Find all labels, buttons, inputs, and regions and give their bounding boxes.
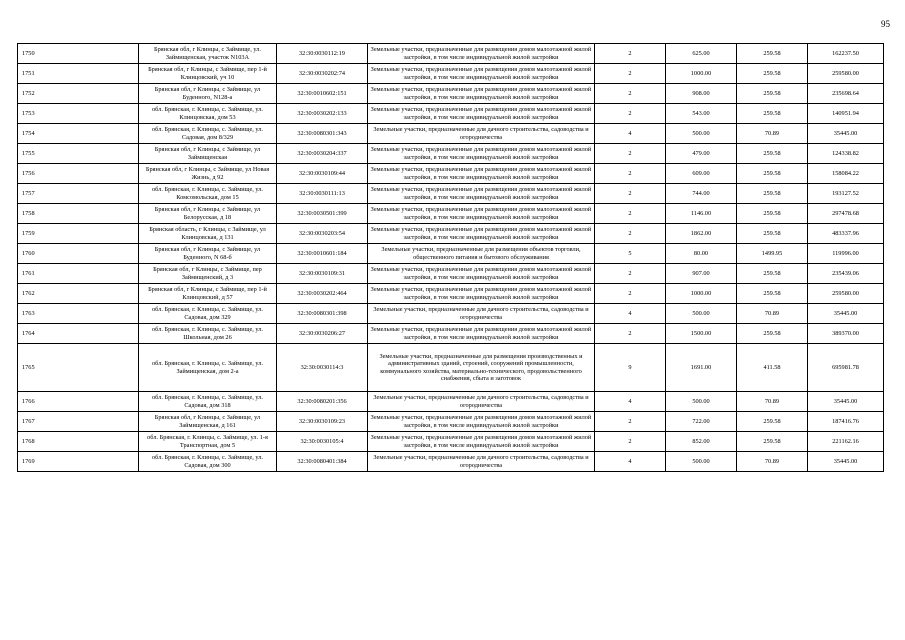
- area-cell: 479.00: [666, 144, 737, 164]
- cadastral-value-cell: 35445.00: [808, 392, 884, 412]
- table-row: [18, 244, 884, 264]
- land-use-purpose-cell: Земельные участки, предназначенные для размещения домов малоэтажной жилой застройки, в том числе индивидуальной жилой застройки: [368, 164, 595, 184]
- use-group-cell: 2: [595, 144, 666, 164]
- use-group-cell: 2: [595, 84, 666, 104]
- specific-value-cell: 259.58: [737, 204, 808, 224]
- land-use-purpose-cell: Земельные участки, предназначенные для размещения домов малоэтажной жилой застройки, в том числе индивидуальной жилой застройки: [368, 324, 595, 344]
- table-row: [18, 184, 884, 204]
- specific-value-cell: 70.89: [737, 124, 808, 144]
- land-use-purpose-cell: Земельные участки, предназначенные для размещения домов малоэтажной жилой застройки, в том числе индивидуальной жилой застройки: [368, 64, 595, 84]
- land-use-purpose-cell: Земельные участки, предназначенные для размещения домов малоэтажной жилой застройки, в том числе индивидуальной жилой застройки: [368, 224, 595, 244]
- land-use-purpose-cell: Земельные участки, предназначенные для размещения домов малоэтажной жилой застройки, в том числе индивидуальной жилой застройки: [368, 284, 595, 304]
- cadastral-value-cell: 35445.00: [808, 304, 884, 324]
- cadastral-value-cell: 158084.22: [808, 164, 884, 184]
- row-number-cell: 1762: [18, 284, 139, 304]
- land-use-purpose-cell: Земельные участки, предназначенные для размещения домов малоэтажной жилой застройки, в том числе индивидуальной жилой застройки: [368, 184, 595, 204]
- table-row: [18, 432, 884, 452]
- row-number-cell: 1754: [18, 124, 139, 144]
- address-cell: обл. Брянская, г. Клинцы, с. Займище, ул. Школьная, дом 26: [139, 324, 277, 344]
- cadastral-number-cell: 32:30:0080201:356: [277, 392, 368, 412]
- specific-value-cell: 259.58: [737, 412, 808, 432]
- land-use-purpose-cell: Земельные участки, предназначенные для дачного строительства, садоводства и огородничества: [368, 304, 595, 324]
- area-cell: 500.00: [666, 452, 737, 472]
- use-group-cell: 2: [595, 284, 666, 304]
- area-cell: 80.00: [666, 244, 737, 264]
- cadastral-value-cell: 187416.76: [808, 412, 884, 432]
- address-cell: обл. Брянская, г. Клинцы, с. Займище, ул. Садовая, дом 318: [139, 392, 277, 412]
- cadastral-value-cell: 35445.00: [808, 124, 884, 144]
- cadastral-number-cell: 32:30:0010602:151: [277, 84, 368, 104]
- row-number-cell: 1763: [18, 304, 139, 324]
- area-cell: 907.00: [666, 264, 737, 284]
- table-row: [18, 452, 884, 472]
- area-cell: 609.00: [666, 164, 737, 184]
- land-use-purpose-cell: Земельные участки, предназначенные для размещения домов малоэтажной жилой застройки, в том числе индивидуальной жилой застройки: [368, 144, 595, 164]
- specific-value-cell: 259.58: [737, 84, 808, 104]
- table-row: [18, 124, 884, 144]
- address-cell: обл. Брянская, г. Клинцы, с. Займище, ул. Клинцовская, дом 53: [139, 104, 277, 124]
- specific-value-cell: 70.89: [737, 392, 808, 412]
- page-number: 95: [881, 19, 890, 29]
- cadastral-value-cell: 140951.94: [808, 104, 884, 124]
- cadastral-number-cell: 32:30:0030109:44: [277, 164, 368, 184]
- row-number-cell: 1752: [18, 84, 139, 104]
- table-row: [18, 164, 884, 184]
- row-number-cell: 1755: [18, 144, 139, 164]
- use-group-cell: 2: [595, 412, 666, 432]
- cadastral-number-cell: 32:30:0030105:4: [277, 432, 368, 452]
- land-use-purpose-cell: Земельные участки, предназначенные для размещения домов малоэтажной жилой застройки, в том числе индивидуальной жилой застройки: [368, 264, 595, 284]
- use-group-cell: 9: [595, 344, 666, 392]
- cadastral-value-cell: 235698.64: [808, 84, 884, 104]
- area-cell: 1500.00: [666, 324, 737, 344]
- area-cell: 500.00: [666, 304, 737, 324]
- use-group-cell: 2: [595, 264, 666, 284]
- cadastral-value-cell: 259580.00: [808, 284, 884, 304]
- row-number-cell: 1759: [18, 224, 139, 244]
- specific-value-cell: 70.89: [737, 304, 808, 324]
- cadastral-number-cell: 32:30:0030203:54: [277, 224, 368, 244]
- land-use-purpose-cell: Земельные участки, предназначенные для размещения домов малоэтажной жилой застройки, в том числе индивидуальной жилой застройки: [368, 44, 595, 64]
- specific-value-cell: 1499.95: [737, 244, 808, 264]
- use-group-cell: 4: [595, 304, 666, 324]
- address-cell: Брянская обл, г Клинцы, с Займище, пер Займищенский, д 3: [139, 264, 277, 284]
- table-row: [18, 324, 884, 344]
- cadastral-value-cell: 221162.16: [808, 432, 884, 452]
- area-cell: 1691.00: [666, 344, 737, 392]
- land-use-purpose-cell: Земельные участки, предназначенные для дачного строительства, садоводства и огородничества: [368, 452, 595, 472]
- row-number-cell: 1750: [18, 44, 139, 64]
- cadastral-number-cell: 32:30:0030114:3: [277, 344, 368, 392]
- cadastral-number-cell: 32:30:0030204:337: [277, 144, 368, 164]
- row-number-cell: 1766: [18, 392, 139, 412]
- cadastral-value-cell: 124338.82: [808, 144, 884, 164]
- cadastral-number-cell: 32:30:0030202:133: [277, 104, 368, 124]
- address-cell: Брянская обл, г Клинцы, с Займище, ул Займищенская: [139, 144, 277, 164]
- use-group-cell: 2: [595, 224, 666, 244]
- area-cell: 543.00: [666, 104, 737, 124]
- cadastral-number-cell: 32:30:0030109:31: [277, 264, 368, 284]
- specific-value-cell: 259.58: [737, 44, 808, 64]
- row-number-cell: 1764: [18, 324, 139, 344]
- area-cell: 1000.00: [666, 284, 737, 304]
- area-cell: 908.00: [666, 84, 737, 104]
- area-cell: 625.00: [666, 44, 737, 64]
- cadastral-value-cell: 119996.00: [808, 244, 884, 264]
- cadastral-number-cell: 32:30:0030109:23: [277, 412, 368, 432]
- use-group-cell: 2: [595, 64, 666, 84]
- area-cell: 852.00: [666, 432, 737, 452]
- specific-value-cell: 259.58: [737, 264, 808, 284]
- land-registry-table: [17, 43, 884, 472]
- table-row: [18, 264, 884, 284]
- specific-value-cell: 259.58: [737, 164, 808, 184]
- specific-value-cell: 259.58: [737, 432, 808, 452]
- use-group-cell: 4: [595, 124, 666, 144]
- cadastral-number-cell: 32:30:0030202:74: [277, 64, 368, 84]
- cadastral-number-cell: 32:30:0030202:464: [277, 284, 368, 304]
- cadastral-number-cell: 32:30:0080401:384: [277, 452, 368, 472]
- row-number-cell: 1767: [18, 412, 139, 432]
- table-row: [18, 304, 884, 324]
- cadastral-number-cell: 32:30:0030501:399: [277, 204, 368, 224]
- land-use-purpose-cell: Земельные участки, предназначенные для размещения домов малоэтажной жилой застройки, в том числе индивидуальной жилой застройки: [368, 432, 595, 452]
- row-number-cell: 1758: [18, 204, 139, 224]
- address-cell: обл. Брянская, г. Клинцы, с. Займище, ул. Займищенская, дом 2-а: [139, 344, 277, 392]
- area-cell: 500.00: [666, 392, 737, 412]
- address-cell: Брянская обл, г Клинцы, с Займище, ул Буденного, N128-а: [139, 84, 277, 104]
- address-cell: Брянская обл, г Клинцы, с Займище, пер 1-й Клинцовский, уч 10: [139, 64, 277, 84]
- table-row: [18, 44, 884, 64]
- cadastral-value-cell: 297478.68: [808, 204, 884, 224]
- cadastral-value-cell: 389370.00: [808, 324, 884, 344]
- cadastral-number-cell: 32:30:0030206:27: [277, 324, 368, 344]
- table-row: [18, 104, 884, 124]
- table-row: [18, 224, 884, 244]
- address-cell: обл. Брянская, г. Клинцы, с. Займище, ул. Комсомольская, дом 15: [139, 184, 277, 204]
- address-cell: Брянская обл, г Клинцы, с Займище, пер 1-й Клинцовский, д 57: [139, 284, 277, 304]
- table-row: [18, 144, 884, 164]
- cadastral-number-cell: 32:30:0030112:19: [277, 44, 368, 64]
- table-row: [18, 204, 884, 224]
- area-cell: 1146.00: [666, 204, 737, 224]
- use-group-cell: 4: [595, 392, 666, 412]
- cadastral-value-cell: 259580.00: [808, 64, 884, 84]
- use-group-cell: 2: [595, 324, 666, 344]
- use-group-cell: 4: [595, 452, 666, 472]
- address-cell: Брянская обл, г Клинцы, с Займище, ул. Займищенская, участок N103А: [139, 44, 277, 64]
- address-cell: Брянская обл, г Клинцы, с Займище, ул Буденного, N 68-б: [139, 244, 277, 264]
- table-row: [18, 64, 884, 84]
- cadastral-number-cell: 32:30:0080301:343: [277, 124, 368, 144]
- use-group-cell: 2: [595, 164, 666, 184]
- cadastral-number-cell: 32:30:0030111:13: [277, 184, 368, 204]
- table-row: [18, 284, 884, 304]
- cadastral-value-cell: 162237.50: [808, 44, 884, 64]
- cadastral-value-cell: 35445.00: [808, 452, 884, 472]
- address-cell: Брянская обл, г Клинцы, с Займище, ул Займищенская, д 161: [139, 412, 277, 432]
- row-number-cell: 1761: [18, 264, 139, 284]
- use-group-cell: 5: [595, 244, 666, 264]
- row-number-cell: 1769: [18, 452, 139, 472]
- specific-value-cell: 259.58: [737, 284, 808, 304]
- cadastral-value-cell: 235439.06: [808, 264, 884, 284]
- area-cell: 500.00: [666, 124, 737, 144]
- use-group-cell: 2: [595, 204, 666, 224]
- row-number-cell: 1768: [18, 432, 139, 452]
- specific-value-cell: 411.58: [737, 344, 808, 392]
- table-row: [18, 84, 884, 104]
- land-use-purpose-cell: Земельные участки, предназначенные для размещения объектов торговли, общественного питания и бытового обслуживания: [368, 244, 595, 264]
- specific-value-cell: 259.58: [737, 144, 808, 164]
- cadastral-value-cell: 193127.52: [808, 184, 884, 204]
- use-group-cell: 2: [595, 184, 666, 204]
- row-number-cell: 1753: [18, 104, 139, 124]
- land-use-purpose-cell: Земельные участки, предназначенные для дачного строительства, садоводства и огородничества: [368, 124, 595, 144]
- table-body: [18, 44, 884, 472]
- address-cell: Брянская область, г Клинцы, с Займище, ул Клинцовская, д 131: [139, 224, 277, 244]
- table-row: [18, 392, 884, 412]
- specific-value-cell: 259.58: [737, 224, 808, 244]
- area-cell: 1862.00: [666, 224, 737, 244]
- land-use-purpose-cell: Земельные участки, предназначенные для размещения производственных и административных зданий, строений, сооружений промышленности, коммунального хозяйства, материально-технического, продовольственного снабжения, сбыта и заготовок: [368, 344, 595, 392]
- land-use-purpose-cell: Земельные участки, предназначенные для размещения домов малоэтажной жилой застройки, в том числе индивидуальной жилой застройки: [368, 204, 595, 224]
- row-number-cell: 1760: [18, 244, 139, 264]
- land-use-purpose-cell: Земельные участки, предназначенные для размещения домов малоэтажной жилой застройки, в том числе индивидуальной жилой застройки: [368, 84, 595, 104]
- address-cell: Брянская обл, г Клинцы, с Займище, ул Белорусская, д 18: [139, 204, 277, 224]
- specific-value-cell: 259.58: [737, 324, 808, 344]
- specific-value-cell: 259.58: [737, 64, 808, 84]
- table-row: [18, 412, 884, 432]
- land-use-purpose-cell: Земельные участки, предназначенные для размещения домов малоэтажной жилой застройки, в том числе индивидуальной жилой застройки: [368, 104, 595, 124]
- use-group-cell: 2: [595, 104, 666, 124]
- cadastral-number-cell: 32:30:0080301:398: [277, 304, 368, 324]
- area-cell: 1000.00: [666, 64, 737, 84]
- address-cell: обл. Брянская, г. Клинцы, с. Займище, ул. 1-я Транспортная, дом 5: [139, 432, 277, 452]
- area-cell: 722.00: [666, 412, 737, 432]
- specific-value-cell: 259.58: [737, 104, 808, 124]
- land-use-purpose-cell: Земельные участки, предназначенные для дачного строительства, садоводства и огородничества: [368, 392, 595, 412]
- use-group-cell: 2: [595, 44, 666, 64]
- row-number-cell: 1757: [18, 184, 139, 204]
- row-number-cell: 1756: [18, 164, 139, 184]
- row-number-cell: 1765: [18, 344, 139, 392]
- address-cell: обл. Брянская, г. Клинцы, с. Займище, ул. Садовая, дом 8/329: [139, 124, 277, 144]
- address-cell: обл. Брянская, г. Клинцы, с. Займище, ул. Садовая, дом 300: [139, 452, 277, 472]
- use-group-cell: 2: [595, 432, 666, 452]
- cadastral-number-cell: 32:30:0010601:184: [277, 244, 368, 264]
- land-use-purpose-cell: Земельные участки, предназначенные для размещения домов малоэтажной жилой застройки, в том числе индивидуальной жилой застройки: [368, 412, 595, 432]
- row-number-cell: 1751: [18, 64, 139, 84]
- table-row: [18, 344, 884, 392]
- area-cell: 744.00: [666, 184, 737, 204]
- address-cell: Брянская обл, г Клинцы, с Займище, ул Новая Жизнь, д 92: [139, 164, 277, 184]
- address-cell: обл. Брянская, г. Клинцы, с. Займище, ул. Садовая, дом 329: [139, 304, 277, 324]
- cadastral-value-cell: 695981.78: [808, 344, 884, 392]
- specific-value-cell: 259.58: [737, 184, 808, 204]
- cadastral-value-cell: 483337.96: [808, 224, 884, 244]
- specific-value-cell: 70.89: [737, 452, 808, 472]
